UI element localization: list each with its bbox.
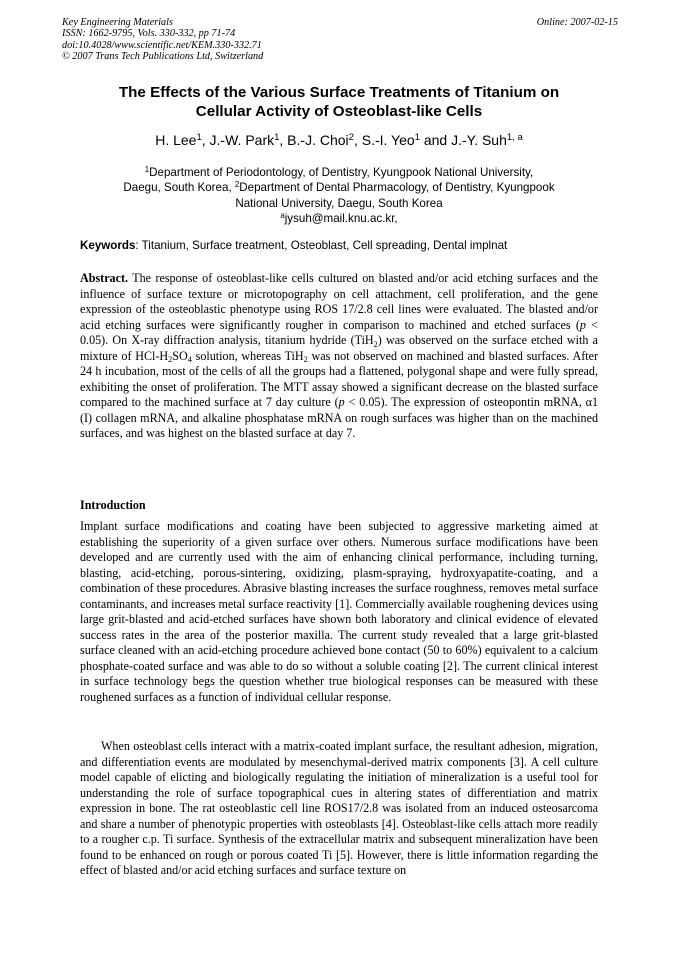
abstract-text: < 0.05). On X-ray diffraction analysis, titanium hydride (TiH <box>80 317 598 348</box>
intro-paragraph-1: Implant surface modifications and coating have been subjected to aggressive marketing aimed at establishing the superiority of a given surface over others. Numerous surface modifications have been developed and are currently used with the aim of enhancing clinical performance, including turning, blasting, acid-etching, porous-sintering, oxidizing, plasm-spraying, hydroxyapatite-coating, and a combination of these procedures. Abrasive blasting increases the surface roughness, removes metal surface contaminants, and increases metal surface reactivity [1]. Commercially available roughening devices using large grit-blasted and acid-etched surfaces have shown both laboratory and clinical evidence of elevated success rates in the area of the posterior maxilla. The current study revealed that a large grit-blasted surface cleaned with an acid-etching procedure achieved bone contact (50 to 60%) equivalent to a calcium phosphate-coated surface and was able to do so without a soluble coating [2]. The current clinical interest in surface technology begs the question whether true biological responses can be measured with these roughened surfaces as a function of individual cellular response. <box>80 519 598 705</box>
issn-line: ISSN: 1662-9795, Vols. 330-332, pp 71-74 <box>62 28 236 40</box>
abstract-label: Abstract. <box>80 271 129 285</box>
affil-mark: 1 <box>144 164 150 174</box>
paper-title <box>80 83 598 121</box>
author-list <box>80 131 598 149</box>
affiliation-line-3: National University, Daegu, South Korea <box>235 196 443 210</box>
journal-header <box>62 17 618 63</box>
affiliation-text: Department of Dental Pharmacology, of Dentistry, Kyungpook <box>239 181 555 195</box>
online-date: Online: 2007-02-15 <box>536 17 618 28</box>
subscript: 4 <box>187 355 192 365</box>
keywords-text: : Titanium, Surface treatment, Osteoblast, Cell spreading, Dental implnat <box>135 239 508 252</box>
p-value-symbol: p <box>579 317 586 332</box>
author-name: and J.-Y. Suh <box>419 132 507 148</box>
author-affil-mark: 1 <box>414 131 420 143</box>
author-name: , S.-I. Yeo <box>353 132 415 148</box>
subscript: 2 <box>168 355 173 365</box>
abstract-text: was not observed on machined and blasted surfaces. After 24 h incubation, most of the cells of all the groups had a flattened, polygonal shape and were fully spread, exhibiting the onset of proliferation. The MTT assay showed a significant decrease on the blasted surface compared to the machined surface at 7 day culture ( <box>80 348 598 410</box>
copyright-line: © 2007 Trans Tech Publications Ltd, Switzerland <box>62 51 264 63</box>
abstract-text: SO <box>172 348 188 363</box>
affiliation-line-2 <box>80 180 598 195</box>
author-affil-mark: 1, a <box>506 131 523 143</box>
author-affil-mark: 1 <box>196 131 202 143</box>
affiliation-line-1 <box>80 165 598 180</box>
keywords <box>80 238 600 253</box>
title-line-2: Cellular Activity of Osteoblast-like Cells <box>195 103 483 120</box>
author-name: , J.-W. Park <box>201 132 275 148</box>
affil-mark: a <box>280 210 285 220</box>
affiliation-text: Department of Periodontology, of Dentistry, Kyungpook National University, <box>149 166 534 179</box>
title-line-1: The Effects of the Various Surface Treatments of Titanium on <box>118 84 560 101</box>
email-line <box>80 211 598 226</box>
author-email: jysuh@mail.knu.ac.kr, <box>284 212 398 226</box>
abstract-text: < 0.05). The expression of osteopontin mRNA, α1 (I) collagen mRNA, and alkaline phosphatase mRNA on rough surfaces was higher than on the machined surfaces, and was highest on the blasted surface at day 7. <box>80 395 599 441</box>
subscript: 2 <box>303 355 308 365</box>
p-value-symbol: p <box>338 395 345 410</box>
affiliation-text: Daegu, South Korea, <box>123 181 235 195</box>
author-name: , B.-J. Choi <box>279 132 349 148</box>
affiliations <box>80 165 598 227</box>
author-affil-mark: 2 <box>348 131 354 143</box>
abstract-text: solution, whereas TiH <box>191 348 304 363</box>
subscript: 2 <box>373 339 378 349</box>
abstract-text: ) was observed on the surface etched with a mixture of HCl-H <box>80 333 598 363</box>
section-heading-introduction: Introduction <box>80 498 146 512</box>
journal-name: Key Engineering Materials <box>62 17 173 28</box>
author-affil-mark: 1 <box>274 131 280 143</box>
abstract <box>80 271 598 442</box>
intro-paragraph-2: When osteoblast cells interact with a matrix-coated implant surface, the resultant adhesion, migration, and differentiation events are modulated by mesenchymal-derived matrix components [3]. A cell culture model capable of elicting and biologically regulating the initiation of mineralization is a useful tool for understanding the role of surface topographical cues in altering states of differentiation and matrix expression in bone. The rat osteoblastic cell line ROS17/2.8 was isolated from an induced osteosarcoma and share a number of phenotypic properties with osteoblasts [4]. Osteoblast-like cells attach more readily to a rougher c.p. Ti surface. Synthesis of the extracellular matrix and subsequent mineralization have been found to be enhanced on rough or porous coated Ti [5]. However, there is little information regarding the effect of blasted and/or acid etching surfaces and surface texture on <box>80 739 598 878</box>
affil-mark: 2 <box>234 180 240 190</box>
abstract-text: The response of osteoblast-like cells cultured on blasted and/or acid etching surfaces and the influence of surface texture or microtopography on cell attachment, cell proliferation, and the gene expression of the osteoblastic phenotype using ROS 17/2.8 cell lines were evaluated. The blasted and/or acid etching surfaces were significantly rougher in comparison to machined and etched surfaces ( <box>80 271 598 332</box>
keywords-label: Keywords <box>80 239 136 252</box>
author-name: H. Lee <box>155 132 197 148</box>
doi-line: doi:10.4028/www.scientific.net/KEM.330-332.71 <box>62 39 262 51</box>
